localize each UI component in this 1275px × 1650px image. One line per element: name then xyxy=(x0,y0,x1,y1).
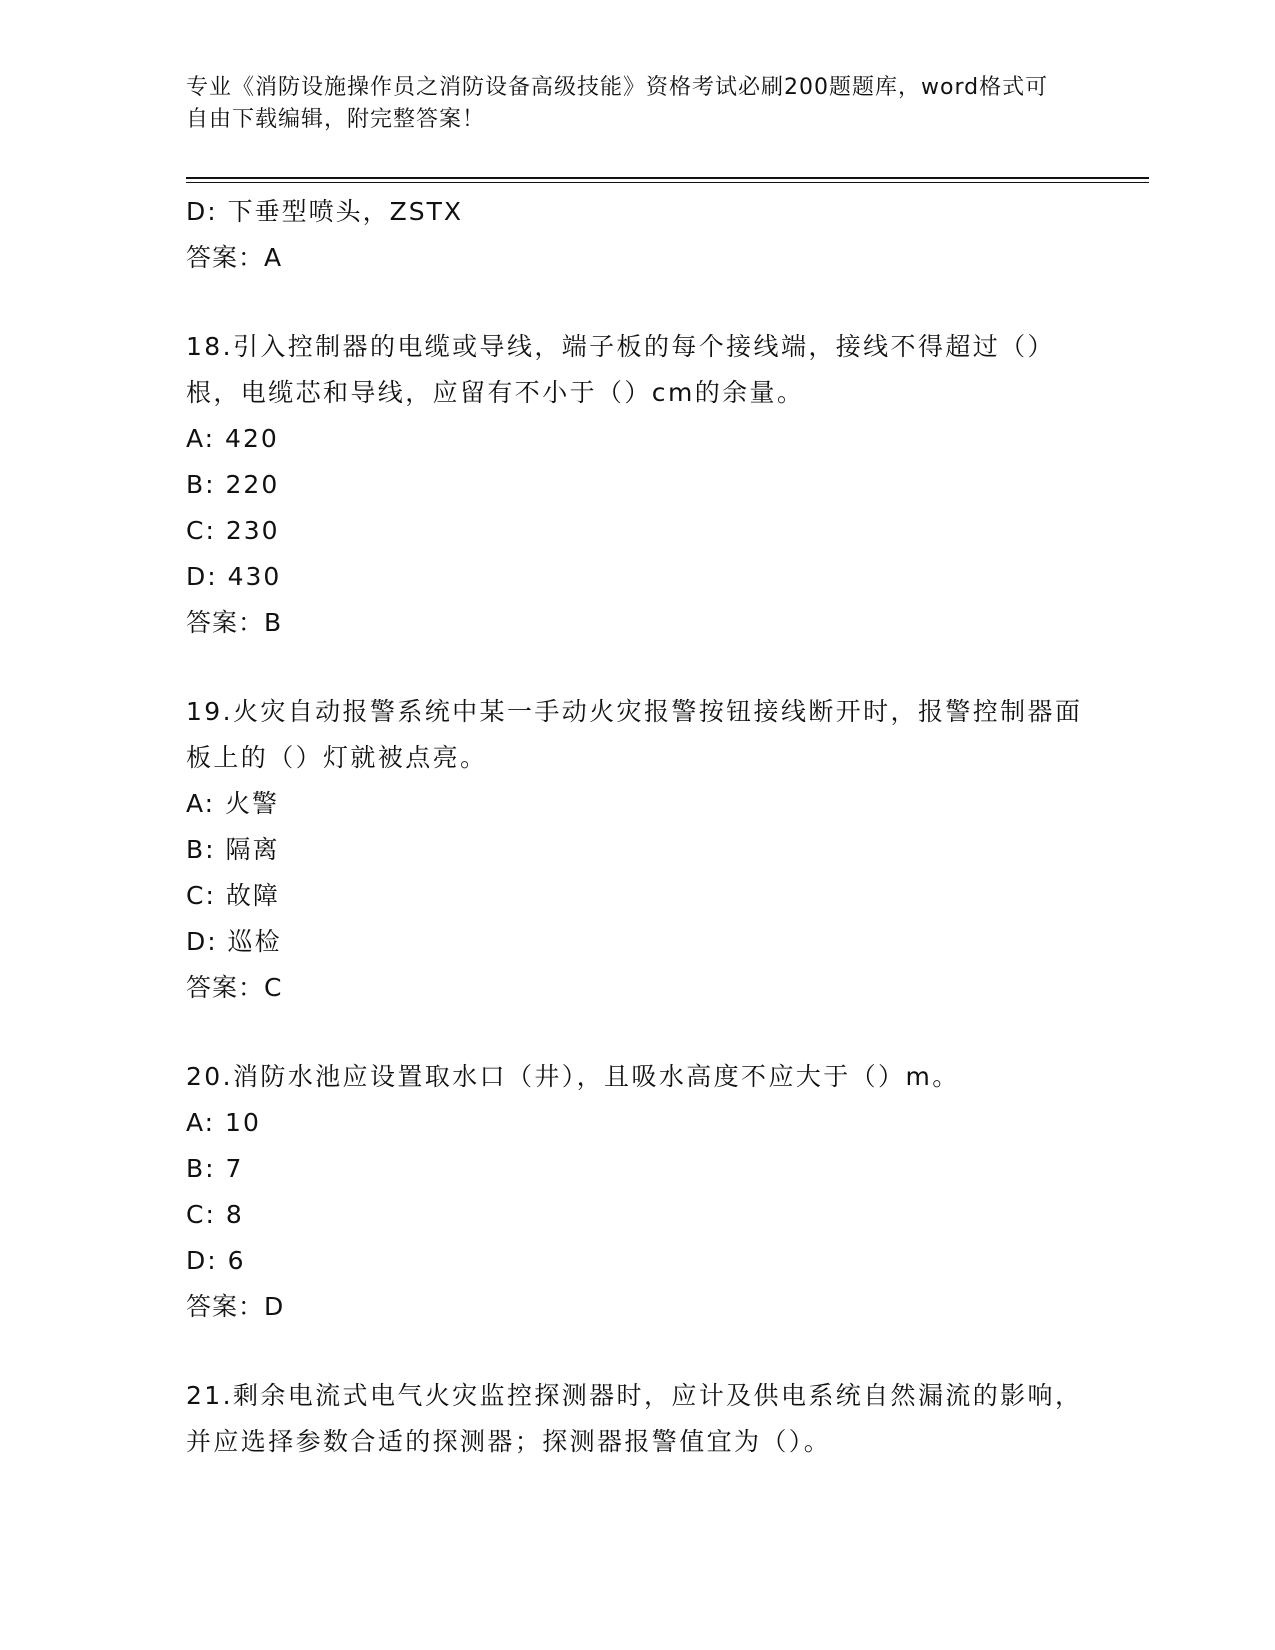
question-stem: 21.剩余电流式电气火灾监控探测器时，应计及供电系统自然漏流的影响，并应选择参数合适的探测器；探测器报警值宜为（）。 xyxy=(186,1381,1083,1456)
question-list xyxy=(186,189,1086,1465)
prev-answer: 答案：A xyxy=(186,243,283,272)
question-stem: 18.引入控制器的电缆或导线，端子板的每个接线端，接线不得超过（）根，电缆芯和导线，应留有不小于（）cm的余量。 xyxy=(186,332,1055,407)
question-20 xyxy=(186,1054,1086,1330)
header-divider-thin xyxy=(186,182,1149,183)
option-a: A: 火警 xyxy=(186,789,280,818)
question-stem: 19.火灾自动报警系统中某一手动火灾报警按钮接线断开时，报警控制器面板上的（）灯就被点亮。 xyxy=(186,697,1083,772)
option-d: D: 430 xyxy=(186,562,282,591)
answer: 答案：B xyxy=(186,608,283,637)
option-a: A: 420 xyxy=(186,424,279,453)
question-21 xyxy=(186,1373,1086,1465)
document-header: 专业《消防设施操作员之消防设备高级技能》资格考试必刷200题题库，word格式可自由下载编辑，附完整答案！ xyxy=(186,75,1049,132)
option-c: C: 8 xyxy=(186,1200,244,1229)
question-19 xyxy=(186,689,1086,1011)
spacer xyxy=(186,1330,1086,1373)
option-d: D: 6 xyxy=(186,1246,246,1275)
option-b: B: 7 xyxy=(186,1154,244,1183)
option-b: B: 220 xyxy=(186,470,280,499)
spacer xyxy=(186,281,1086,324)
option-d: D: 巡检 xyxy=(186,927,282,956)
header-divider-thick xyxy=(186,177,1149,179)
question-stem: 20.消防水池应设置取水口（井），且吸水高度不应大于（）m。 xyxy=(186,1062,960,1091)
prev-option-d: D: 下垂型喷头，ZSTX xyxy=(186,197,464,226)
spacer xyxy=(186,1011,1086,1054)
answer: 答案：D xyxy=(186,1292,285,1321)
option-a: A: 10 xyxy=(186,1108,261,1137)
spacer xyxy=(186,646,1086,689)
option-c: C: 230 xyxy=(186,516,280,545)
option-c: C: 故障 xyxy=(186,881,280,910)
option-b: B: 隔离 xyxy=(186,835,280,864)
answer: 答案：C xyxy=(186,973,283,1002)
question-18 xyxy=(186,324,1086,646)
